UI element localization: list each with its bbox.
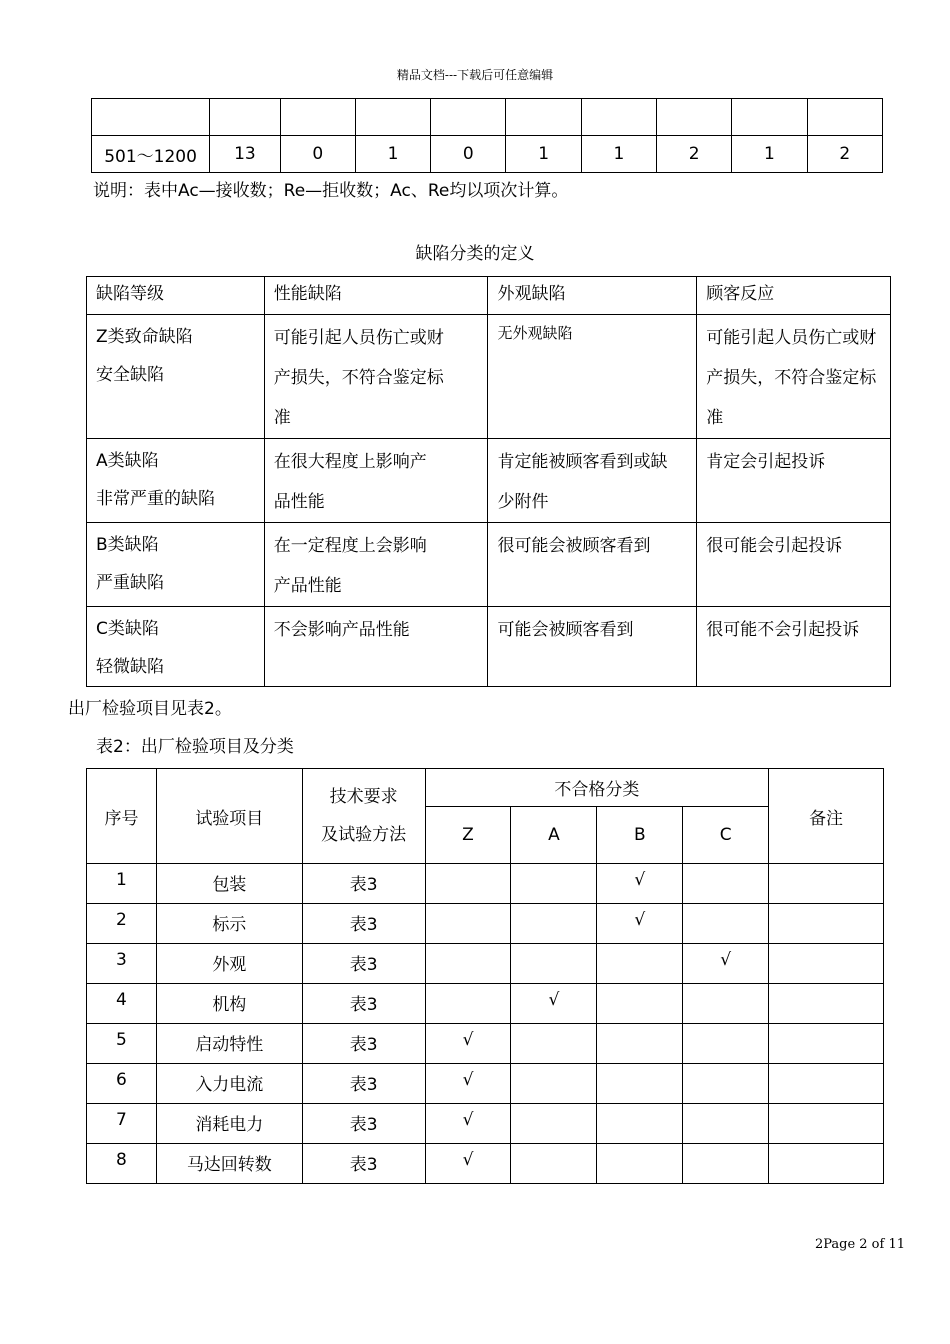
header-seq: 序号 (87, 769, 157, 864)
inspection-cell-b (597, 984, 683, 1024)
inspection-cell-b (597, 1104, 683, 1144)
inspection-cell-method: 表3 (302, 864, 425, 904)
header-method-line2: 及试验方法 (321, 825, 407, 845)
defect-cell-line: 很可能不会引起投诉 (706, 620, 860, 640)
paragraph-inspection-ref: 出厂检验项目见表2。 (68, 699, 232, 719)
defect-cell-customer (697, 439, 891, 523)
inspection-cell-z (425, 944, 511, 984)
inspection-cell-c (683, 864, 769, 904)
inspection-cell-c (683, 1024, 769, 1064)
defect-cell-level (87, 315, 265, 439)
defect-cell-line: 安全缺陷 (96, 365, 164, 385)
sampling-cell (807, 99, 882, 136)
inspection-cell-c (683, 1144, 769, 1184)
defect-cell-appearance (488, 439, 697, 523)
inspection-cell-item: 标示 (156, 904, 302, 944)
inspection-cell-item: 机构 (156, 984, 302, 1024)
sampling-row (92, 136, 883, 173)
inspection-row (87, 864, 884, 904)
inspection-cell-a (511, 1104, 597, 1144)
inspection-row (87, 944, 884, 984)
inspection-cell-c (683, 984, 769, 1024)
defect-cell-performance (264, 439, 488, 523)
sampling-cell (210, 99, 280, 136)
inspection-cell-c: √ (683, 944, 769, 984)
inspection-row (87, 1024, 884, 1064)
table2-caption: 表2：出厂检验项目及分类 (96, 737, 294, 757)
defect-cell-performance (264, 523, 488, 607)
inspection-cell-seq: 8 (87, 1144, 157, 1184)
inspection-cell-b (597, 1064, 683, 1104)
sampling-cell (506, 99, 581, 136)
header-class-group: 不合格分类 (425, 769, 769, 807)
sampling-row (92, 99, 883, 136)
defect-cell-line: 无外观缺陷 (497, 324, 573, 342)
sampling-cell: 0 (280, 136, 355, 173)
defect-cell-line: 少附件 (497, 492, 549, 512)
inspection-cell-remark (769, 1104, 884, 1144)
inspection-cell-item: 马达回转数 (156, 1144, 302, 1184)
defect-row (87, 607, 891, 687)
inspection-items-table (86, 768, 884, 1184)
defect-cell-line: 肯定会引起投诉 (706, 452, 826, 472)
defect-cell-line: 产品性能 (273, 576, 342, 596)
inspection-cell-method: 表3 (302, 1064, 425, 1104)
sampling-cell: 1 (506, 136, 581, 173)
inspection-cell-a (511, 944, 597, 984)
inspection-row (87, 1064, 884, 1104)
inspection-cell-seq: 6 (87, 1064, 157, 1104)
defect-table-title: 缺陷分类的定义 (415, 244, 535, 264)
inspection-cell-method: 表3 (302, 984, 425, 1024)
inspection-cell-b (597, 1024, 683, 1064)
page-header: 精品文档---下载后可任意编辑 (396, 68, 554, 82)
defect-cell-level (87, 607, 265, 687)
defect-cell-line: A类缺陷 (96, 451, 159, 471)
defect-cell-line: 很可能会引起投诉 (706, 536, 843, 556)
inspection-cell-seq: 1 (87, 864, 157, 904)
inspection-cell-a (511, 1144, 597, 1184)
inspection-row (87, 1144, 884, 1184)
header-cell: 性能缺陷 (264, 277, 488, 315)
inspection-cell-remark (769, 1064, 884, 1104)
inspection-cell-b (597, 1144, 683, 1184)
header-cell: 外观缺陷 (488, 277, 697, 315)
defect-cell-line: 非常严重的缺陷 (96, 489, 215, 509)
inspection-cell-seq: 4 (87, 984, 157, 1024)
sampling-cell: 2 (657, 136, 732, 173)
defect-cell-customer (697, 315, 891, 439)
inspection-cell-a (511, 1064, 597, 1104)
sampling-cell (355, 99, 430, 136)
inspection-cell-seq: 3 (87, 944, 157, 984)
inspection-cell-method: 表3 (302, 904, 425, 944)
defect-row (87, 523, 891, 607)
sampling-cell: 501～1200 (92, 136, 210, 173)
inspection-cell-b: √ (597, 864, 683, 904)
inspection-cell-z (425, 904, 511, 944)
header-class-a: A (511, 807, 597, 864)
header-cell: 顾客反应 (697, 277, 891, 315)
defect-cell-line: 严重缺陷 (96, 573, 164, 593)
defect-cell-line: 准 (273, 408, 291, 428)
defect-cell-line: 产损失，不符合鉴定标 (273, 368, 444, 388)
sampling-cell (732, 99, 807, 136)
header-method-line1: 技术要求 (329, 787, 398, 807)
inspection-cell-method: 表3 (302, 1104, 425, 1144)
inspection-cell-z (425, 984, 511, 1024)
defect-cell-line: B类缺陷 (96, 535, 159, 555)
inspection-cell-c (683, 1104, 769, 1144)
inspection-row (87, 984, 884, 1024)
sampling-table (91, 98, 883, 173)
defect-table-header-row (87, 277, 891, 315)
inspection-cell-z (425, 864, 511, 904)
header-class-z: Z (425, 807, 511, 864)
inspection-cell-method: 表3 (302, 1144, 425, 1184)
sampling-cell: 1 (732, 136, 807, 173)
defect-cell-line: 可能引起人员伤亡或财 (273, 328, 444, 348)
inspection-cell-a: √ (511, 984, 597, 1024)
inspection-cell-remark (769, 904, 884, 944)
sampling-cell: 1 (355, 136, 430, 173)
inspection-cell-method: 表3 (302, 1024, 425, 1064)
header-item: 试验项目 (156, 769, 302, 864)
inspection-cell-seq: 5 (87, 1024, 157, 1064)
defect-classification-table (86, 276, 891, 687)
sampling-cell: 13 (210, 136, 280, 173)
defect-cell-line: Z类致命缺陷 (96, 327, 193, 347)
inspection-cell-z: √ (425, 1024, 511, 1064)
sampling-cell: 2 (807, 136, 882, 173)
defect-cell-appearance (488, 523, 697, 607)
defect-cell-performance (264, 607, 488, 687)
defect-cell-appearance (488, 607, 697, 687)
defect-cell-line: 产损失，不符合鉴定标 (706, 368, 877, 388)
inspection-cell-b: √ (597, 904, 683, 944)
defect-cell-customer (697, 607, 891, 687)
inspection-cell-remark (769, 1024, 884, 1064)
inspection-cell-a (511, 1024, 597, 1064)
sampling-cell: 0 (431, 136, 506, 173)
header-remark: 备注 (769, 769, 884, 864)
defect-cell-line: 轻微缺陷 (96, 657, 164, 677)
table-note: 说明：表中Ac—接收数；Re—拒收数；Ac、Re均以项次计算。 (93, 181, 569, 201)
header-class-b: B (597, 807, 683, 864)
defect-cell-appearance (488, 315, 697, 439)
page-footer: 2Page 2 of 11 (814, 1237, 905, 1252)
defect-cell-performance (264, 315, 488, 439)
sampling-cell: 1 (581, 136, 656, 173)
inspection-cell-item: 包装 (156, 864, 302, 904)
defect-cell-line: 品性能 (273, 492, 325, 512)
inspection-cell-a (511, 904, 597, 944)
inspection-cell-item: 入力电流 (156, 1064, 302, 1104)
defect-cell-level (87, 439, 265, 523)
defect-row (87, 439, 891, 523)
inspection-cell-remark (769, 984, 884, 1024)
inspection-cell-z: √ (425, 1064, 511, 1104)
inspection-cell-item: 消耗电力 (156, 1104, 302, 1144)
inspection-cell-a (511, 864, 597, 904)
inspection-cell-z: √ (425, 1144, 511, 1184)
header-class-c: C (683, 807, 769, 864)
defect-cell-level (87, 523, 265, 607)
inspection-cell-seq: 2 (87, 904, 157, 944)
defect-cell-line: 肯定能被顾客看到或缺 (497, 452, 668, 472)
inspection-cell-b (597, 944, 683, 984)
header-cell: 缺陷等级 (87, 277, 265, 315)
sampling-cell (92, 99, 210, 136)
defect-cell-line: 在一定程度上会影响 (273, 536, 427, 556)
inspection-cell-c (683, 904, 769, 944)
inspection-row (87, 904, 884, 944)
inspection-header-row (87, 769, 884, 807)
defect-cell-customer (697, 523, 891, 607)
inspection-cell-remark (769, 944, 884, 984)
inspection-cell-seq: 7 (87, 1104, 157, 1144)
inspection-cell-remark (769, 864, 884, 904)
defect-cell-line: 很可能会被顾客看到 (497, 536, 651, 556)
defect-row (87, 315, 891, 439)
defect-cell-line: 可能引起人员伤亡或财 (706, 328, 877, 348)
sampling-cell (280, 99, 355, 136)
defect-cell-line: C类缺陷 (96, 619, 159, 639)
inspection-cell-z: √ (425, 1104, 511, 1144)
sampling-cell (657, 99, 732, 136)
defect-cell-line: 可能会被顾客看到 (497, 620, 634, 640)
sampling-cell (431, 99, 506, 136)
defect-cell-line: 在很大程度上影响产 (273, 452, 427, 472)
sampling-cell (581, 99, 656, 136)
inspection-cell-c (683, 1064, 769, 1104)
defect-cell-line: 不会影响产品性能 (273, 620, 410, 640)
inspection-cell-item: 外观 (156, 944, 302, 984)
defect-cell-line: 准 (706, 408, 724, 428)
inspection-cell-remark (769, 1144, 884, 1184)
inspection-cell-method: 表3 (302, 944, 425, 984)
header-method (302, 769, 425, 864)
inspection-row (87, 1104, 884, 1144)
inspection-cell-item: 启动特性 (156, 1024, 302, 1064)
